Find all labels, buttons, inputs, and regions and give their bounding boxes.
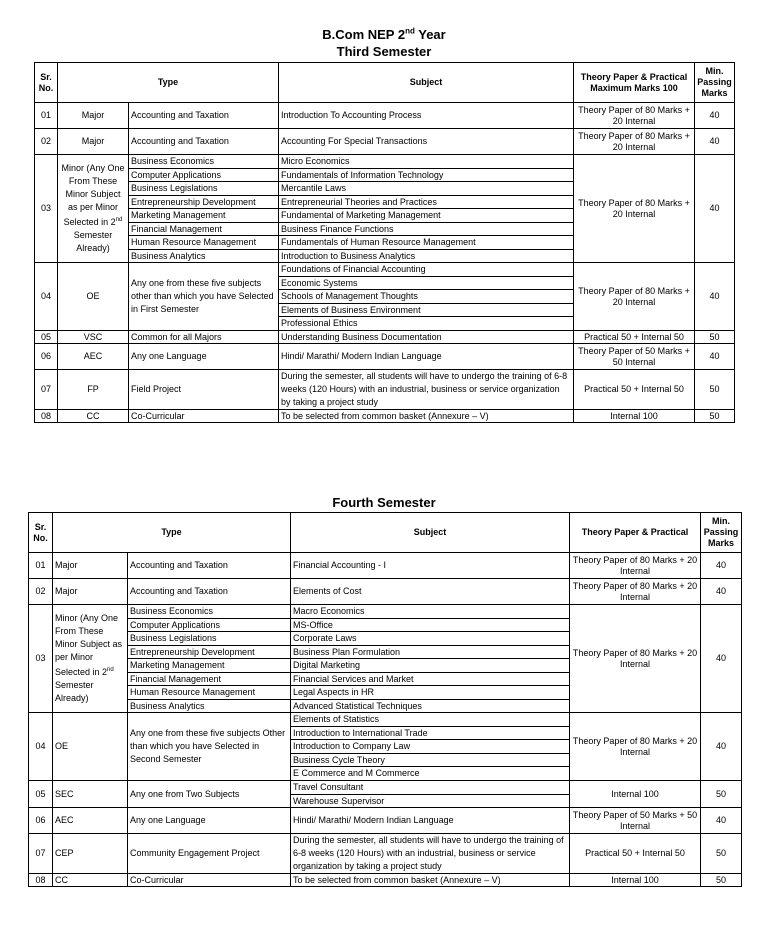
list-item: Elements of Statistics — [291, 713, 569, 727]
list-item: Introduction to Company Law — [291, 740, 569, 754]
fourth-semester-table — [28, 512, 742, 887]
list-item: Corporate Laws — [291, 632, 569, 646]
table-row: 04 OE Any one from these five subjects Other than which you have Selected in Second Semester Elements of Statistics Introduction to International Trade Introduction to Company Law Business Cycle Theory E Commerce and M Commerce Theory Paper of 80 Marks + 20 Internal 40 — [29, 713, 742, 781]
list-item: Schools of Management Thoughts — [279, 290, 573, 304]
list-item: Professional Ethics — [281, 318, 358, 329]
table-row: 05 SEC Any one from Two Subjects Travel Consultant Warehouse Supervisor Internal 100 50 — [29, 781, 742, 808]
table-row: 01 Major Accounting and Taxation Financial Accounting - I Theory Paper of 80 Marks + 20 Internal 40 — [29, 553, 742, 579]
list-item: Entrepreneurship Development — [129, 196, 278, 210]
list-item: Fundamentals of Human Resource Management — [279, 236, 573, 250]
list-item: Introduction to Business Analytics — [281, 250, 416, 261]
table-row: 06 AEC Any one Language Hindi/ Marathi/ Modern Indian Language Theory Paper of 50 Marks + 50 Internal 40 — [35, 344, 735, 370]
list-item: Business Analytics — [131, 250, 206, 261]
sr-header: Sr. No. — [35, 63, 58, 103]
table-row: 01 Major Accounting and Taxation Introduction To Accounting Process Theory Paper of 80 Marks + 20 Internal 40 — [35, 103, 735, 129]
fourth-semester-title: Fourth Semester — [332, 495, 436, 510]
table-row: 06 AEC Any one Language Hindi/ Marathi/ Modern Indian Language Theory Paper of 50 Marks + 50 Internal 40 — [29, 808, 742, 834]
list-item: Introduction to International Trade — [291, 727, 569, 741]
list-item: Business Legislations — [128, 632, 290, 646]
list-item: Warehouse Supervisor — [293, 795, 385, 806]
page-title: B.Com NEP 2nd Year — [322, 26, 446, 42]
list-item: Elements of Business Environment — [279, 304, 573, 318]
list-item: Financial Management — [128, 673, 290, 687]
table-row: 02 Major Accounting and Taxation Elements of Cost Theory Paper of 80 Marks + 20 Internal 40 — [29, 579, 742, 605]
min-passing-header: Min. Passing Marks — [695, 63, 735, 103]
table-header-row — [35, 63, 735, 103]
minor-category: Minor (Any One From These Minor Subject as per Minor Selected in 2nd Semester Already) — [53, 605, 128, 713]
table-row: 08 CC Co-Curricular To be selected from common basket (Annexure – V) Internal 100 50 — [35, 410, 735, 423]
list-item: Travel Consultant — [291, 781, 569, 795]
list-item: Economic Systems — [279, 277, 573, 291]
list-item: Human Resource Management — [128, 686, 290, 700]
theory-header: Theory Paper & Practical Maximum Marks 100 — [574, 63, 695, 103]
list-item: Micro Economics — [279, 155, 573, 169]
list-item: Legal Aspects in HR — [291, 686, 569, 700]
list-item: Business Cycle Theory — [291, 754, 569, 768]
min-passing-header: Min. Passing Marks — [701, 513, 742, 553]
table-row: 02 Major Accounting and Taxation Accounting For Special Transactions Theory Paper of 80 Marks + 20 Internal 40 — [35, 129, 735, 155]
list-item: Business Legislations — [129, 182, 278, 196]
list-item: Marketing Management — [129, 209, 278, 223]
list-item: Financial Management — [129, 223, 278, 237]
sr-header: Sr. No. — [29, 513, 53, 553]
list-item: Fundamental of Marketing Management — [279, 209, 573, 223]
third-semester-table — [34, 62, 735, 423]
minor-category: Minor (Any One From These Minor Subject as per Minor Selected in 2nd Semester Already) — [58, 155, 129, 263]
table-row: 07 CEP Community Engagement Project During the semester, all students will have to undergo the training of 6-8 weeks (120 Hours) with an industrial, business or service organization by taking a project study Practical 50 + Internal 50 50 — [29, 834, 742, 874]
table-row: 03 Minor (Any One From These Minor Subject as per Minor Selected in 2nd Semester Already) Business Economics Computer Applications Business Legislations Entrepreneurship Development Marketing Management Financial Management Human Resource Management Business Analytics Macro Economics MS-Office Corporate Laws Business Plan Formulation Digital Marketing Financial Services and Market Legal Aspects in HR Advanced Statistical Techniques Theory Paper of 80 Marks + 20 Internal 40 — [29, 605, 742, 713]
table-header-row — [29, 513, 742, 553]
table-row: 07 FP Field Project During the semester, all students will have to undergo the training of 6-8 weeks (120 Hours) with an industrial, business or service organization by taking a project study Practical 50 + Internal 50 50 — [35, 370, 735, 410]
list-item: Computer Applications — [128, 619, 290, 633]
list-item: Macro Economics — [291, 605, 569, 619]
list-item: Advanced Statistical Techniques — [293, 700, 422, 711]
type-header: Type — [58, 63, 279, 103]
list-item: E Commerce and M Commerce — [293, 768, 420, 779]
list-item: Foundations of Financial Accounting — [279, 263, 573, 277]
type-header: Type — [53, 513, 291, 553]
table-row: 05 VSC Common for all Majors Understanding Business Documentation Practical 50 + Internal 50 50 — [35, 331, 735, 344]
table-row: 08 CC Co-Curricular To be selected from common basket (Annexure – V) Internal 100 50 — [29, 874, 742, 887]
list-item: Business Plan Formulation — [291, 646, 569, 660]
list-item: Marketing Management — [128, 659, 290, 673]
list-item: Entrepreneurship Development — [128, 646, 290, 660]
third-semester-title: Third Semester — [336, 44, 432, 59]
list-item: Financial Services and Market — [291, 673, 569, 687]
list-item: Digital Marketing — [291, 659, 569, 673]
theory-header: Theory Paper & Practical — [570, 513, 701, 553]
table-row: 04 OE Any one from these five subjects other than which you have Selected in First Semester Foundations of Financial Accounting Economic Systems Schools of Management Thoughts Elements of Business Environment Professional Ethics Theory Paper of 80 Marks + 20 Internal 40 — [35, 263, 735, 331]
table-row: 03 Minor (Any One From These Minor Subject as per Minor Selected in 2nd Semester Already) Business Economics Computer Applications Business Legislations Entrepreneurship Development Marketing Management Financial Management Human Resource Management Business Analytics Micro Economics Fundamentals of Information Technology Mercantile Laws Entrepreneurial Theories and Practices Fundamental of Marketing Management Business Finance Functions Fundamentals of Human Resource Management Introduction to Business Analytics Theory Paper of 80 Marks + 20 Internal 40 — [35, 155, 735, 263]
list-item: MS-Office — [291, 619, 569, 633]
list-item: Business Economics — [128, 605, 290, 619]
list-item: Mercantile Laws — [279, 182, 573, 196]
subject-header: Subject — [279, 63, 574, 103]
list-item: Business Economics — [129, 155, 278, 169]
list-item: Human Resource Management — [129, 236, 278, 250]
list-item: Business Analytics — [130, 700, 205, 711]
list-item: Entrepreneurial Theories and Practices — [279, 196, 573, 210]
list-item: Computer Applications — [129, 169, 278, 183]
list-item: Business Finance Functions — [279, 223, 573, 237]
list-item: Fundamentals of Information Technology — [279, 169, 573, 183]
subject-header: Subject — [291, 513, 570, 553]
